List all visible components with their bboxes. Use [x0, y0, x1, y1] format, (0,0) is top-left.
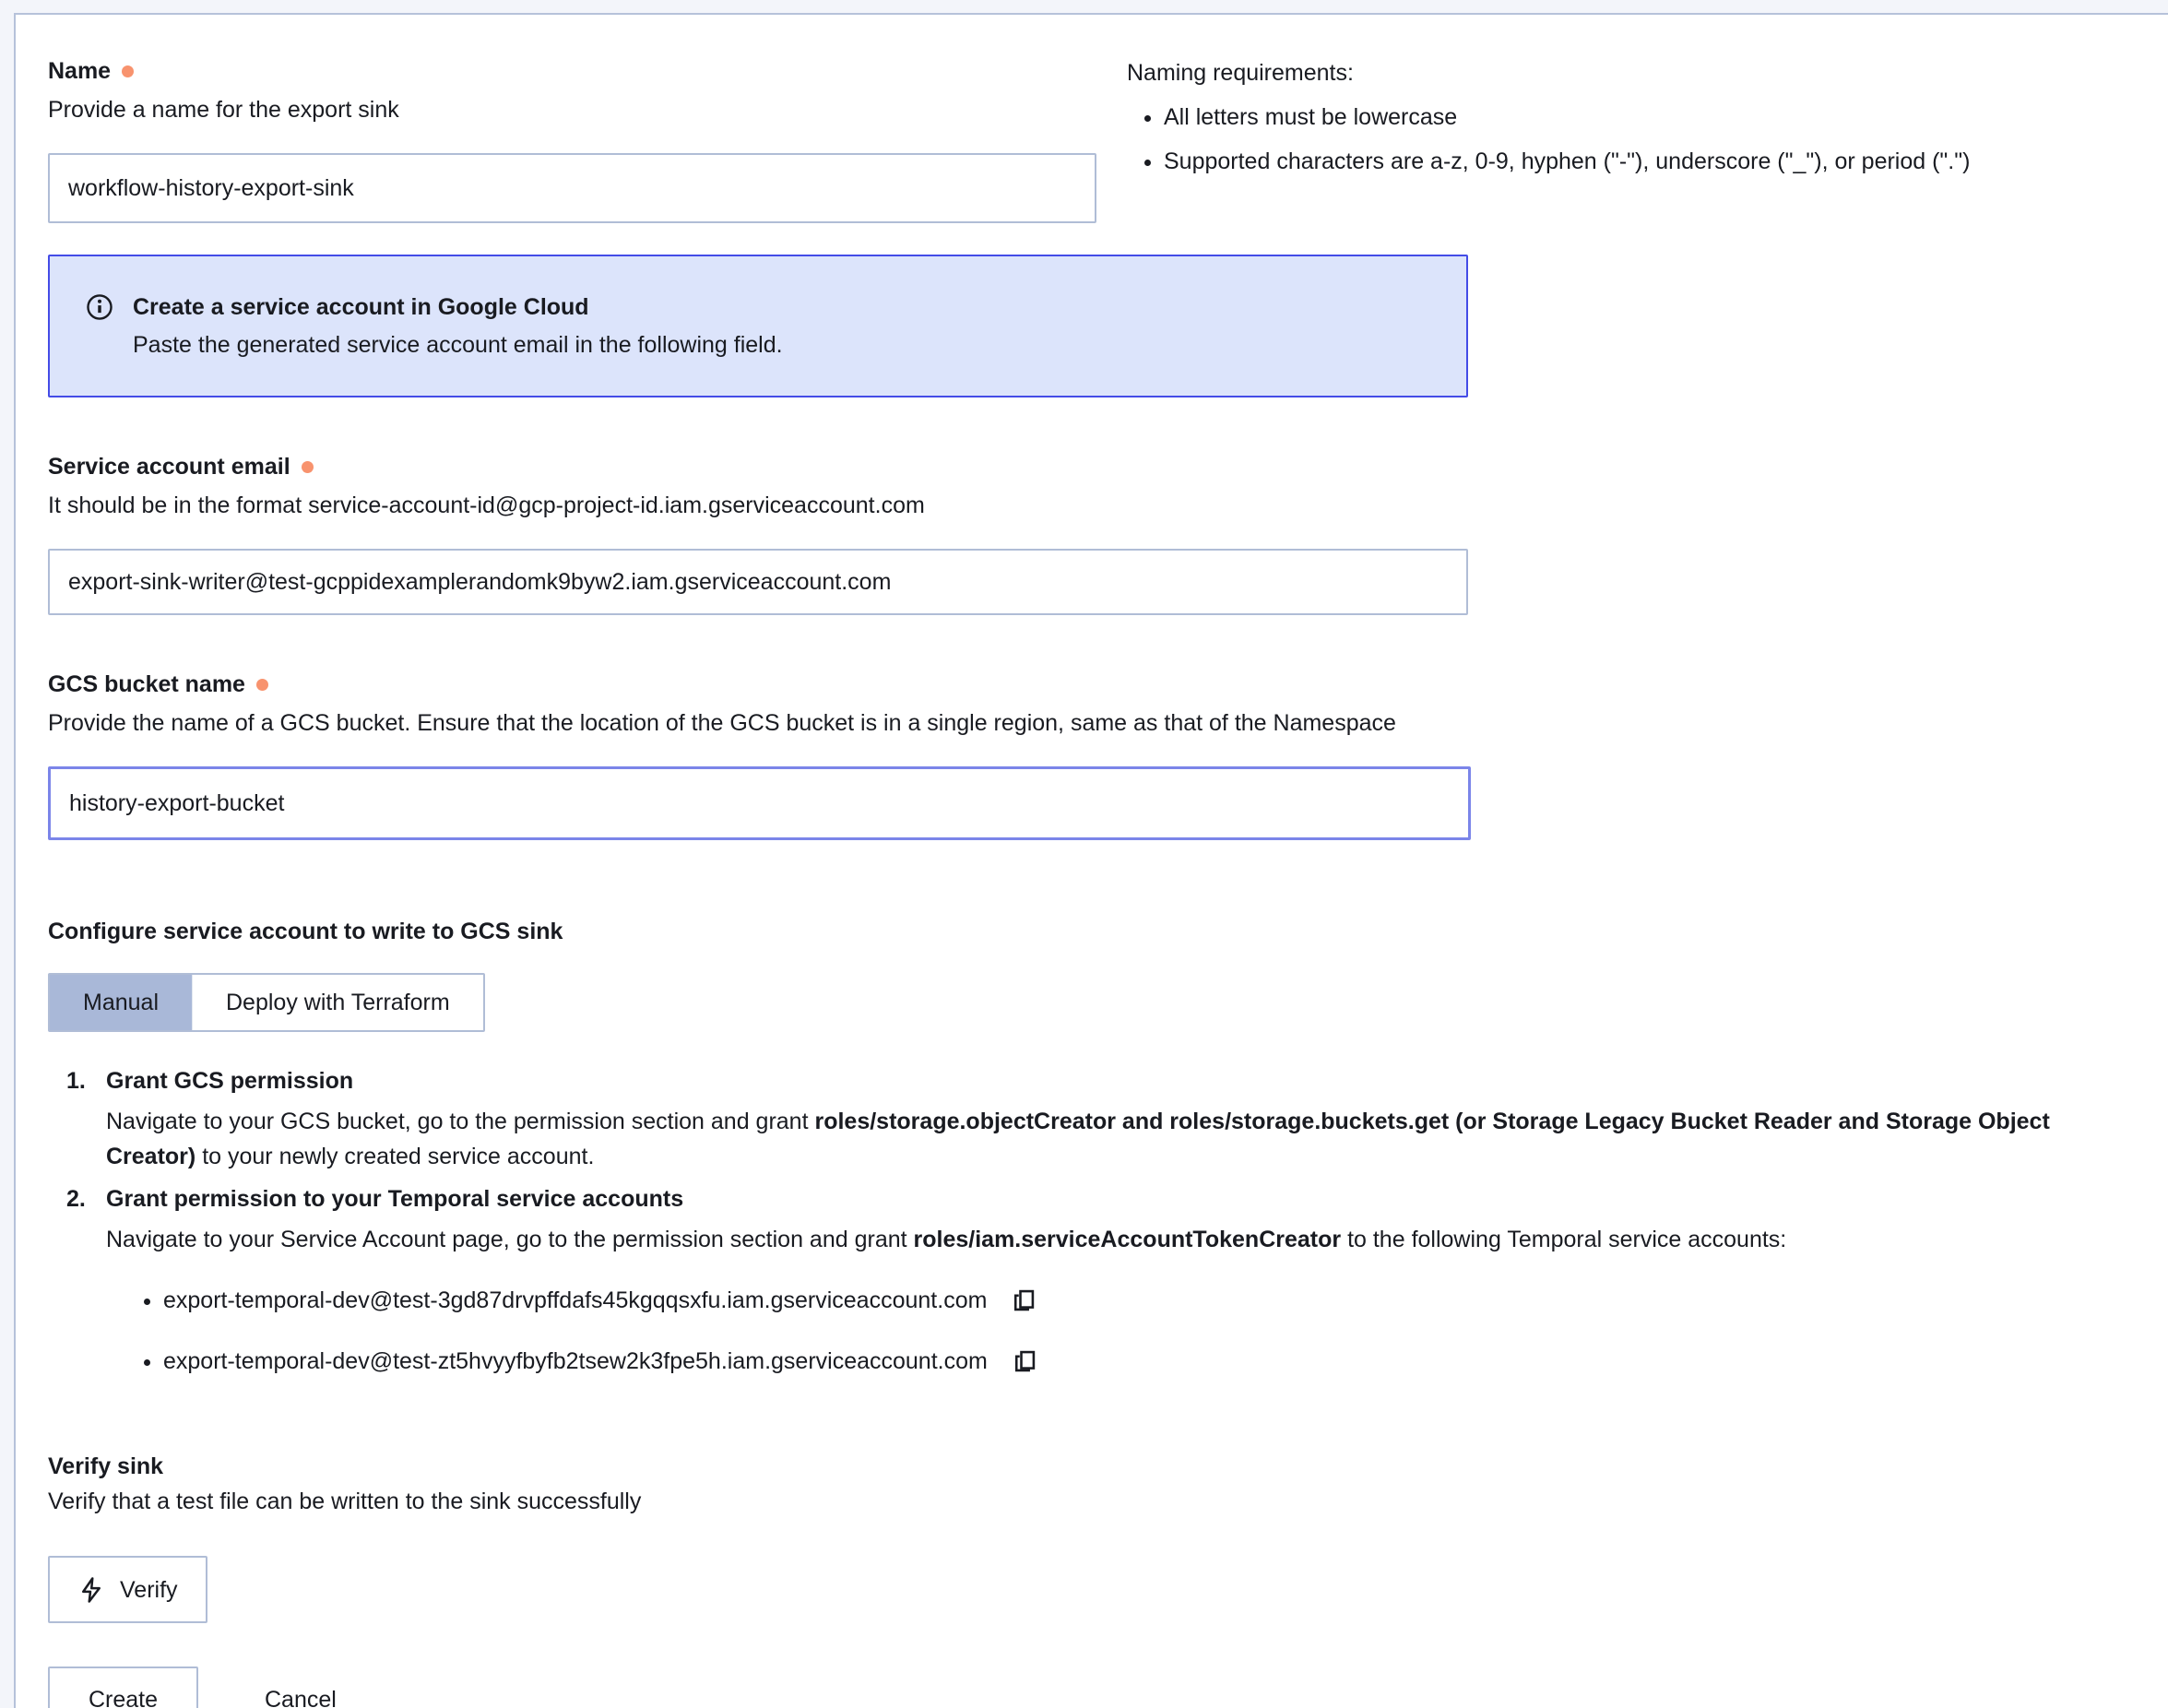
configure-heading: Configure service account to write to GCS sink [48, 919, 563, 944]
create-button[interactable]: Create [48, 1666, 198, 1708]
form-actions [48, 1666, 2122, 1708]
step-body-bold-text: roles/iam.serviceAccountTokenCreator [913, 1227, 1342, 1252]
copy-icon [1012, 1348, 1037, 1374]
step-body-text: to the following Temporal service accounts: [1341, 1227, 1787, 1252]
info-icon [85, 292, 114, 322]
name-label: Name [48, 58, 112, 84]
info-banner-title: Create a service account in Google Cloud [133, 294, 589, 320]
step-body [106, 1222, 2086, 1257]
service-account-item [163, 1283, 2086, 1318]
service-account-description: It should be in the format service-account-id@gcp-project-id.iam.gserviceaccount.com [48, 492, 925, 518]
service-account-label: Service account email [48, 454, 290, 480]
service-account-item [163, 1344, 2086, 1379]
service-account-email: • export-temporal-dev@test-3gd87drvpffdafs45kgqqsxfu.iam.gserviceaccount.com [163, 1287, 988, 1313]
configure-steps [66, 1063, 2086, 1379]
tab-deploy-with-terraform[interactable]: Deploy with Terraform [192, 975, 483, 1030]
step-body-text: to your newly created service account. [195, 1144, 595, 1169]
info-banner-body: Paste the generated service account email in the following field. [133, 332, 783, 358]
verify-sink-heading: Verify sink [48, 1453, 164, 1479]
copy-button[interactable] [1012, 1348, 1037, 1374]
step-title: Grant GCS permission [106, 1068, 354, 1094]
naming-requirement-item: • All letters must be lowercase [1164, 100, 2160, 135]
bucket-description: Provide the name of a GCS bucket. Ensure that the location of the GCS bucket is in a single region, same as that of the Namespace [48, 710, 1396, 736]
copy-button[interactable] [1011, 1287, 1037, 1313]
step-body-bold-text: roles/storage.objectCreator and roles/storage.buckets.get (or Storage Legacy Bucket Reader and Storage Object Creator) [106, 1109, 2050, 1169]
service-account-field-group [48, 449, 2122, 615]
create-export-sink-panel [14, 13, 2168, 1708]
step-grant-temporal-permission [66, 1181, 2086, 1257]
zap-icon [77, 1576, 105, 1604]
tab-manual[interactable]: Manual [50, 975, 192, 1030]
step-body-text: Navigate to your Service Account page, go to the permission section and grant [106, 1227, 914, 1252]
verify-sink-description: Verify that a test file can be written to the sink successfully [48, 1489, 642, 1514]
naming-requirements-title: Naming requirements: [1127, 60, 1354, 86]
service-account-email: • export-temporal-dev@test-zt5hvyyfbyfb2tsew2k3fpe5h.iam.gserviceaccount.com [163, 1348, 988, 1374]
bucket-field-group [48, 667, 2122, 840]
verify-button-label: Verify [120, 1576, 178, 1603]
bucket-input[interactable] [48, 766, 1471, 840]
required-dot [302, 461, 314, 473]
naming-requirements [1127, 55, 2160, 179]
name-description: Provide a name for the export sink [48, 97, 399, 123]
step-number: 2. [66, 1186, 86, 1212]
step-title: Grant permission to your Temporal service accounts [106, 1186, 684, 1212]
verify-button[interactable] [48, 1556, 207, 1623]
step-body [106, 1104, 2086, 1174]
info-banner-text [133, 290, 783, 362]
step-number: 1. [66, 1068, 86, 1094]
name-input[interactable] [48, 153, 1096, 223]
cancel-button[interactable]: Cancel [265, 1682, 337, 1708]
service-account-input[interactable] [48, 549, 1468, 615]
naming-requirements-list [1127, 100, 2160, 179]
temporal-service-accounts-list [124, 1283, 2086, 1379]
naming-requirement-item: • Supported characters are a-z, 0-9, hyphen ("-"), underscore ("_"), or period (".") [1164, 144, 2160, 179]
bucket-label: GCS bucket name [48, 671, 245, 697]
required-dot [256, 679, 268, 691]
step-body-text: Navigate to your GCS bucket, go to the permission section and grant [106, 1109, 815, 1134]
required-dot [122, 65, 134, 77]
step-grant-gcs-permission [66, 1063, 2086, 1174]
configure-tabs [48, 973, 485, 1032]
copy-icon [1011, 1287, 1037, 1313]
service-account-info-banner [48, 255, 1468, 397]
